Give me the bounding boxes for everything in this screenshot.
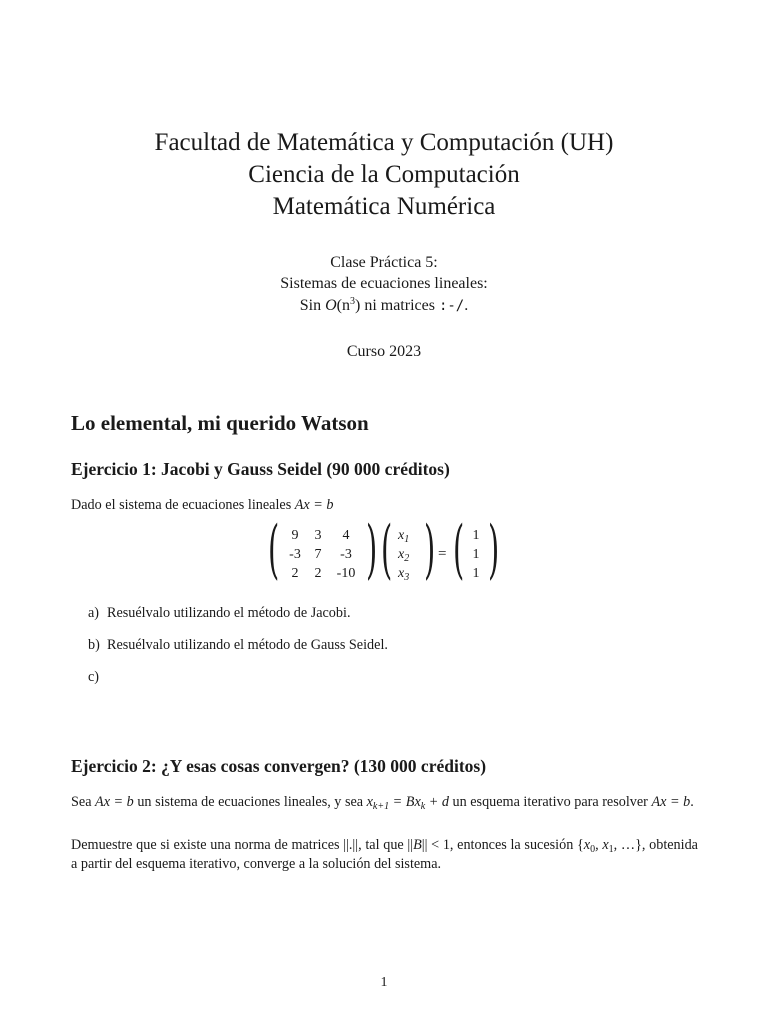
subtitle-period: . — [464, 297, 469, 314]
right-paren: ) — [366, 513, 378, 587]
vector-x-entry-1: $x_1$ — [398, 528, 410, 545]
page-number: 1 — [380, 975, 388, 990]
vector-x-entry-3: $x_3$ — [398, 566, 410, 583]
class-number: Clase Práctica 5: — [330, 254, 438, 271]
big-o: O — [325, 297, 337, 314]
subtitle-mid: ni matrices — [360, 297, 439, 314]
course-title: Matemática Numérica — [272, 193, 496, 220]
matrix-a-r2c3: -3 — [340, 547, 352, 562]
big-o-arg: $(n^3)$ — [336, 296, 361, 314]
exercise1-item-b — [88, 637, 388, 654]
matrix-a-r1c1: 9 — [291, 528, 299, 543]
exercise1-intro: Dado el sistema de ecuaciones lineales Ax = b — [71, 497, 334, 513]
matrix-a-r2c2: 7 — [314, 547, 322, 562]
vector-b-entry-1: 1 — [472, 528, 480, 543]
course-year: Curso 2023 — [346, 343, 422, 360]
exercise1-item-c — [88, 669, 107, 686]
item-text: Resuélvalo utilizando el método de Gauss Seidel. — [107, 637, 388, 653]
equals-sign: = — [438, 546, 447, 562]
subtitle-pre: Sin — [299, 297, 326, 314]
left-paren: ( — [453, 513, 465, 587]
vector-x-entry-2: $x_2$ — [398, 547, 410, 564]
class-subtitle — [0, 295, 768, 317]
emoticon: :-/ — [438, 298, 465, 314]
section-title: Lo elemental, mi querido Watson — [71, 411, 369, 435]
class-topic: Sistemas de ecuaciones lineales: — [280, 275, 488, 292]
exercise1-title: Ejercicio 1: Jacobi y Gauss Seidel (90 000 créditos) — [71, 459, 450, 479]
exercise2-paragraph-1: Sea Ax = b un sistema de ecuaciones lineales, y sea $x_{k+1} = Bx_k + d$ un esquema iterativo para resolver Ax = b. — [71, 794, 694, 812]
item-label: a) — [88, 605, 100, 621]
matrix-a-r1c2: 3 — [314, 528, 322, 543]
exercise2-paragraph-2: Demuestre que si existe una norma de matrices ||.||, tal que ||B|| < 1, entonces la sucesión {$x_0$, $x_1$, …}, obtenida a partir del esquema iterativo, converge a la solución del sistema. — [71, 837, 698, 872]
faculty-title: Facultad de Matemática y Computación (UH) — [154, 129, 614, 156]
item-label: b) — [88, 637, 100, 653]
vector-b-entry-2: 1 — [472, 547, 480, 562]
equation-axb: Ax = b — [294, 497, 334, 513]
matrix-a-r3c1: 2 — [291, 566, 299, 581]
item-label: c) — [88, 669, 100, 685]
career-title: Ciencia de la Computación — [248, 161, 520, 188]
left-paren: ( — [381, 513, 393, 587]
matrix-a-r1c3: 4 — [342, 528, 350, 543]
right-paren: ) — [424, 513, 436, 587]
matrix-a-r2c1: -3 — [289, 547, 301, 562]
left-paren: ( — [268, 513, 280, 587]
exercise1-item-a — [88, 605, 351, 622]
matrix-a-r3c2: 2 — [314, 566, 322, 581]
vector-b-entry-3: 1 — [472, 566, 480, 581]
item-text: Resuélvalo utilizando el método de Jacobi. — [107, 605, 351, 621]
right-paren: ) — [488, 513, 500, 587]
exercise2-title: Ejercicio 2: ¿Y esas cosas convergen? (130 000 créditos) — [71, 756, 487, 776]
matrix-a-r3c3: -10 — [336, 566, 356, 581]
